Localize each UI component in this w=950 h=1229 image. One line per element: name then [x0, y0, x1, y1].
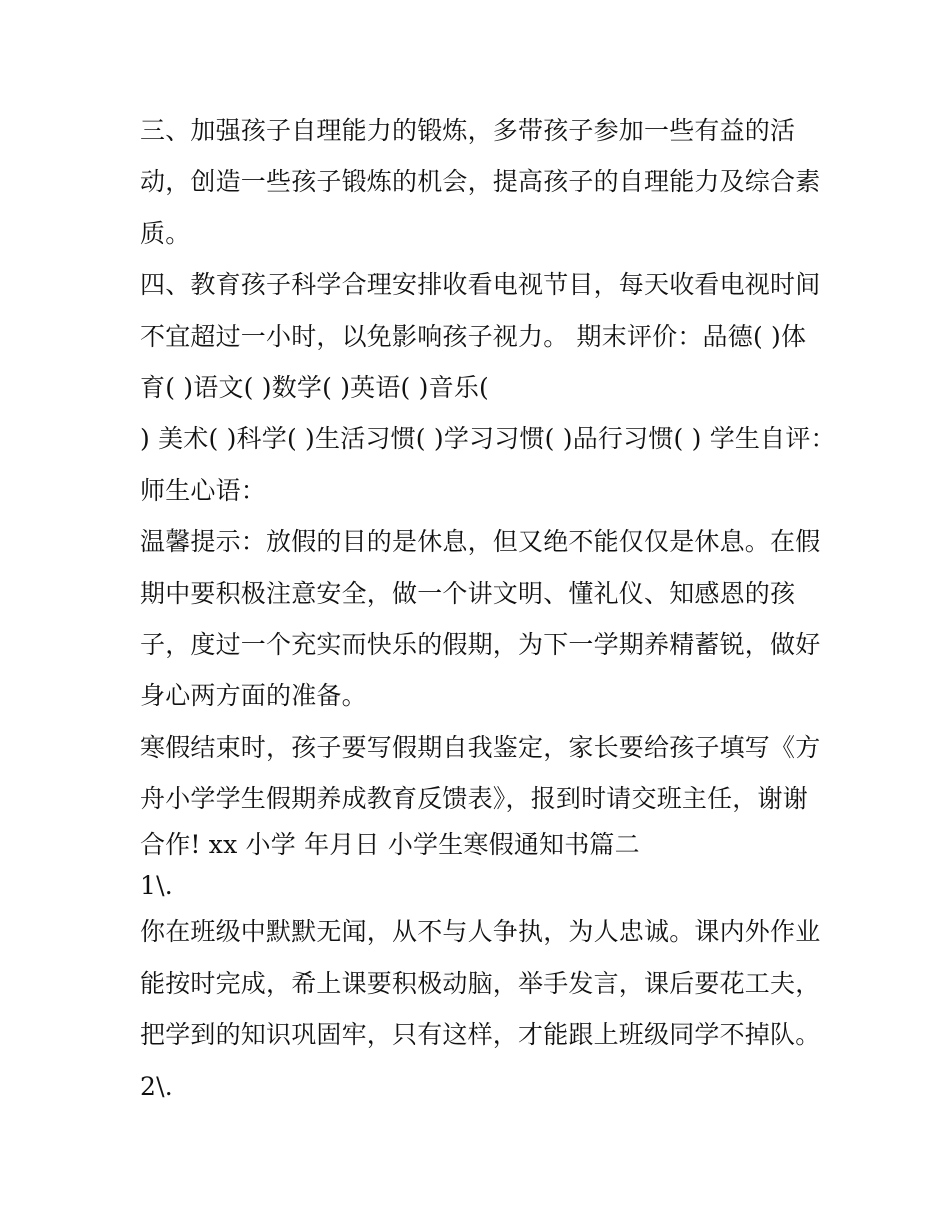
- text-line: 师生心语：: [140, 475, 267, 505]
- text-line: 四、教育孩子科学合理安排收看电视节目，每天收看电视时间: [140, 270, 821, 300]
- document-body: [140, 105, 836, 1112]
- text-line: ) 美术( )科学( )生活习惯( )学习习惯( )品行习惯( ) 学生自评：: [140, 424, 836, 454]
- text-line: 合作! xx 小学 年月日 小学生寒假通知书篇二: [140, 830, 640, 860]
- text-line: 温馨提示：放假的目的是休息，但又绝不能仅仅是休息。在假: [140, 527, 821, 557]
- text-line: 育( )语文( )数学( )英语( )音乐(: [140, 372, 489, 402]
- text-line: 三、加强孩子自理能力的锻炼，多带孩子参加一些有益的活: [140, 116, 796, 145]
- text-line: 能按时完成，希上课要积极动脑，举手发言，课后要花工夫，: [140, 968, 821, 998]
- text-line: 你在班级中默默无闻，从不与人争执，为人忠诚。课内外作业: [140, 917, 821, 947]
- text-line: 寒假结束时，孩子要写假期自我鉴定，家长要给孩子填写《方: [140, 732, 821, 762]
- text-line: 子，度过一个充实而快乐的假期，为下一学期养精蓄锐，做好: [140, 629, 821, 659]
- list-number: 1\.: [140, 871, 173, 901]
- text-line: 期中要积极注意安全，做一个讲文明、懂礼仪、知感恩的孩: [140, 578, 796, 608]
- text-line: 动，创造一些孩子锻炼的机会，提高孩子的自理能力及综合素: [140, 167, 821, 197]
- text-line: 不宜超过一小时，以免影响孩子视力。 期末评价：品德( )体: [140, 321, 807, 351]
- text-line: 舟小学学生假期养成教育反馈表》，报到时请交班主任，谢谢: [140, 784, 808, 814]
- text-line: 身心两方面的准备。: [140, 681, 367, 711]
- list-number: 2\.: [140, 1071, 173, 1101]
- text-line: 质。: [140, 218, 191, 248]
- text-line: 把学到的知识巩固牢，只有这样，才能跟上班级同学不掉队。: [140, 1020, 821, 1050]
